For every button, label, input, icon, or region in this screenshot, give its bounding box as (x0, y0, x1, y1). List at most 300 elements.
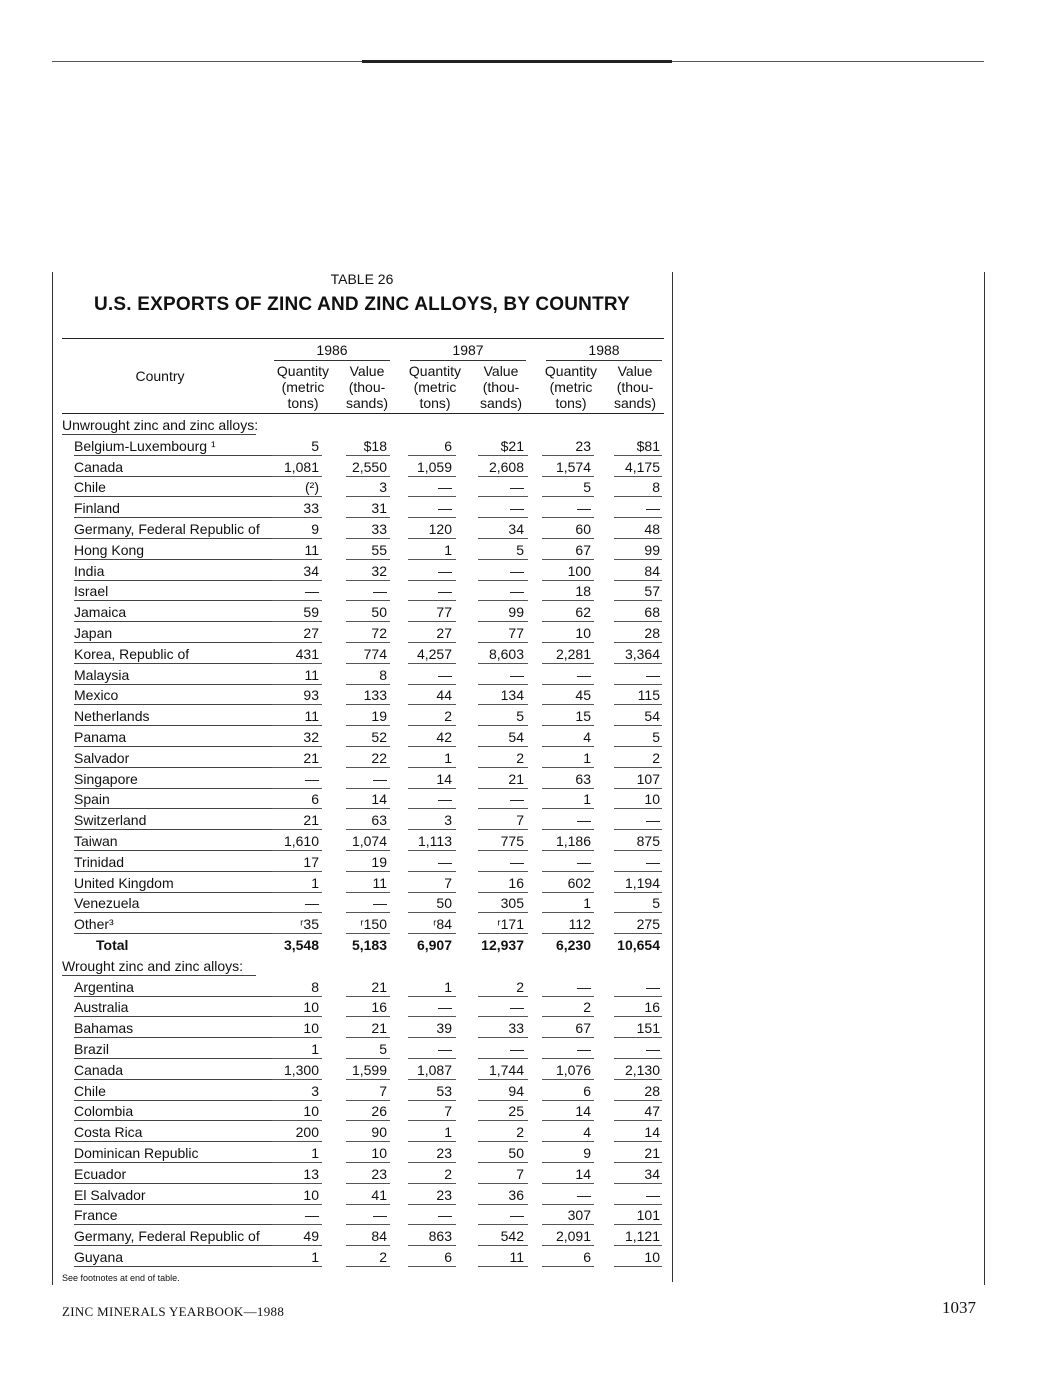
cell-quantity-1988: 2 (583, 999, 591, 1016)
cell-value-1986: — (373, 770, 387, 787)
cell-quantity-1988: 60 (575, 521, 591, 537)
cell-quantity-1987: 2 (444, 708, 452, 725)
cell-value-1986: 7 (379, 1082, 387, 1099)
cell-quantity-1988: 6,230 (555, 937, 591, 953)
cell-quantity-1986: 8 (311, 978, 319, 995)
cell-quantity-1988: — (577, 666, 591, 683)
cell-value-1986: 2,550 (351, 458, 387, 475)
cell-value-1986: 50 (371, 604, 387, 621)
cell-quantity-1986: 3,548 (283, 937, 319, 953)
cell-value-1988: 54 (644, 708, 660, 725)
cell-quantity-1986: — (305, 1207, 319, 1224)
cell-quantity-1986: — (305, 895, 319, 912)
cell-quantity-1987: 14 (436, 770, 452, 787)
country-name: Australia (74, 999, 129, 1016)
cell-quantity-1986: 59 (303, 604, 319, 621)
cell-quantity-1988: 23 (575, 437, 591, 454)
table-row (62, 1225, 664, 1246)
country-name: Hong Kong (74, 541, 145, 558)
country-name: Chile (74, 479, 106, 496)
cell-quantity-1987: 53 (436, 1082, 452, 1099)
cell-value-1987: — (510, 999, 524, 1016)
cell-value-1988: 107 (636, 770, 660, 787)
cell-quantity-1986: 34 (303, 562, 319, 579)
cell-value-1988: — (646, 812, 660, 829)
country-name: Israel (74, 583, 109, 600)
cell-quantity-1986: 6 (311, 791, 319, 808)
cell-quantity-1987: 4,257 (416, 645, 452, 662)
cell-value-1988: 151 (636, 1020, 660, 1037)
cell-quantity-1986: 11 (304, 666, 319, 683)
cell-value-1986: 19 (371, 708, 387, 725)
cell-value-1987: — (510, 853, 524, 870)
country-name: Brazil (74, 1041, 110, 1057)
table-row (62, 456, 664, 477)
cell-quantity-1987: — (438, 1207, 452, 1224)
cell-quantity-1986: 33 (303, 500, 319, 517)
table-row (62, 1038, 664, 1059)
cell-value-1986: 21 (371, 978, 387, 995)
table-row (62, 684, 664, 705)
table-row (62, 497, 664, 518)
table-row (62, 1246, 664, 1267)
cell-quantity-1988: 2,281 (555, 645, 591, 662)
cell-value-1986: 33 (371, 521, 387, 537)
cell-value-1986: 1,599 (351, 1061, 387, 1078)
cell-quantity-1986: 11 (304, 708, 319, 725)
cell-value-1988: 28 (644, 1082, 660, 1099)
country-name: Netherlands (74, 708, 150, 725)
table-row (62, 705, 664, 726)
cell-quantity-1987: — (438, 999, 452, 1016)
cell-value-1988: 99 (644, 541, 660, 558)
cell-quantity-1986: 9 (311, 521, 319, 537)
cell-quantity-1987: 2 (444, 1165, 452, 1182)
cell-value-1987: 7 (516, 1165, 524, 1182)
cell-value-1987: 25 (508, 1103, 524, 1120)
cell-quantity-1987: 39 (436, 1020, 452, 1037)
total-row (62, 934, 664, 955)
cell-quantity-1988: 6 (583, 1082, 591, 1099)
cell-value-1988: — (646, 500, 660, 517)
page-right-border (984, 272, 985, 1285)
cell-value-1988: 2,130 (624, 1061, 660, 1078)
table-row (62, 726, 664, 747)
cell-value-1988: 101 (636, 1207, 660, 1224)
cell-value-1987: 33 (508, 1020, 524, 1037)
cell-value-1988: 57 (644, 583, 660, 600)
country-name: Other³ (74, 916, 114, 933)
country-name: Venezuela (74, 895, 140, 912)
cell-quantity-1987: — (438, 583, 452, 600)
cell-value-1988: 34 (644, 1165, 660, 1182)
cell-quantity-1988: 14 (575, 1103, 591, 1120)
cell-quantity-1988: 1,186 (555, 833, 591, 849)
cell-value-1988: 84 (644, 562, 660, 579)
cell-value-1986: 1,074 (351, 833, 387, 849)
cell-value-1988: — (646, 666, 660, 683)
cell-quantity-1988: 4 (583, 1124, 591, 1141)
cell-value-1986: 32 (371, 562, 387, 579)
cell-value-1988: — (646, 1186, 660, 1203)
cell-value-1986: 72 (371, 625, 387, 641)
country-name: Belgium-Luxembourg ¹ (74, 437, 216, 454)
cell-value-1988: 10 (644, 1249, 660, 1265)
cell-value-1987: 5 (516, 708, 524, 725)
cell-quantity-1988: 62 (575, 604, 591, 621)
cell-value-1986: 5,183 (351, 937, 387, 953)
cell-quantity-1988: 1 (583, 791, 591, 808)
cell-quantity-1987: — (438, 500, 452, 517)
cell-quantity-1986: 431 (295, 645, 319, 662)
cell-quantity-1987: 23 (436, 1186, 452, 1203)
country-name: Bahamas (74, 1020, 134, 1037)
country-name: El Salvador (74, 1186, 146, 1203)
cell-quantity-1987: — (438, 666, 452, 683)
country-name: Chile (74, 1082, 106, 1099)
cell-quantity-1986: 93 (303, 687, 319, 704)
cell-quantity-1987: 1 (444, 749, 452, 766)
left-border (52, 272, 53, 1285)
cell-quantity-1988: 18 (575, 583, 591, 600)
cell-quantity-1987: 1 (444, 541, 452, 558)
country-name: Dominican Republic (74, 1145, 199, 1161)
cell-quantity-1987: 42 (436, 729, 452, 745)
cell-rule (478, 1266, 528, 1267)
section-label: Unwrought zinc and zinc alloys: (62, 417, 259, 433)
cell-quantity-1986: 32 (303, 729, 319, 745)
cell-rule (346, 1266, 390, 1267)
cell-value-1988: 5 (652, 895, 660, 912)
cell-quantity-1987: 77 (436, 604, 452, 621)
cell-quantity-1988: — (577, 812, 591, 829)
cell-value-1986: 19 (371, 853, 387, 870)
cell-quantity-1988: 10 (575, 625, 591, 641)
cell-value-1987: 16 (508, 874, 524, 891)
cell-value-1987: 77 (508, 625, 524, 641)
table-row (62, 872, 664, 893)
country-name: Total (96, 937, 129, 953)
cell-value-1986: 2 (379, 1249, 387, 1265)
cell-value-1987: 305 (500, 895, 524, 912)
cell-value-1987: 50 (508, 1145, 524, 1161)
country-name: Argentina (74, 978, 134, 995)
cell-value-1987: — (510, 1041, 524, 1057)
cell-value-1988: 4,175 (624, 458, 660, 475)
cell-quantity-1988: — (577, 1186, 591, 1203)
cell-quantity-1987: 23 (436, 1145, 452, 1161)
cell-quantity-1988: — (577, 1041, 591, 1057)
year-1986: 1986 (316, 342, 348, 358)
top-rule-accent (362, 60, 672, 63)
cell-value-1988: 16 (644, 999, 660, 1016)
cell-quantity-1987: 6 (444, 437, 452, 454)
cell-quantity-1988: 15 (575, 708, 591, 725)
country-name: United Kingdom (74, 874, 174, 891)
cell-quantity-1987: 1,059 (416, 458, 452, 475)
cell-value-1988: 28 (644, 625, 660, 641)
country-name: Germany, Federal Republic of (74, 1228, 260, 1245)
cell-quantity-1987: 1,113 (418, 833, 452, 849)
table-row (62, 996, 664, 1017)
table-row (62, 664, 664, 685)
cell-value-1987: ʳ171 (497, 916, 524, 933)
cell-value-1987: — (510, 562, 524, 579)
cell-rule (614, 1266, 662, 1267)
cell-quantity-1988: 63 (575, 770, 591, 787)
cell-quantity-1987: 50 (436, 895, 452, 912)
table-title: U.S. EXPORTS OF ZINC AND ZINC ALLOYS, BY COUNTRY (94, 294, 630, 315)
table-row (62, 1204, 664, 1225)
cell-quantity-1986: 10 (303, 1186, 319, 1203)
cell-quantity-1987: ʳ84 (433, 916, 452, 933)
cell-value-1988: $81 (636, 437, 660, 454)
cell-value-1987: 2 (516, 978, 524, 995)
cell-quantity-1987: 1 (444, 1124, 452, 1141)
cell-value-1986: 774 (363, 645, 387, 662)
cell-value-1986: 10 (371, 1145, 387, 1161)
quantity-header-1986: Quantity (metric tons) (276, 363, 330, 411)
cell-rule (408, 1266, 456, 1267)
section-label: Wrought zinc and zinc alloys: (62, 957, 244, 974)
cell-value-1986: 55 (371, 541, 387, 558)
cell-quantity-1986: 1 (311, 1249, 319, 1265)
cell-value-1987: 8,603 (488, 645, 524, 662)
table-row (62, 580, 664, 601)
cell-quantity-1987: 7 (444, 1103, 452, 1120)
table-row (62, 1184, 664, 1205)
country-name: India (74, 562, 105, 579)
country-name: Salvador (74, 749, 130, 766)
cell-quantity-1986: 3 (311, 1082, 319, 1099)
table-row (62, 1100, 664, 1121)
cell-value-1986: 41 (371, 1186, 387, 1203)
cell-quantity-1988: 14 (575, 1165, 591, 1182)
cell-value-1988: 875 (636, 833, 660, 849)
cell-value-1987: 134 (500, 687, 524, 704)
year-1987: 1987 (452, 342, 484, 358)
cell-value-1986: 3 (379, 479, 387, 496)
country-name: Canada (74, 1061, 124, 1078)
table-row (62, 601, 664, 622)
cell-quantity-1988: 9 (583, 1145, 591, 1161)
footer-title: ZINC MINERALS YEARBOOK—1988 (62, 1304, 285, 1319)
quantity-header-1987: Quantity (metric tons) (408, 363, 462, 411)
cell-value-1987: — (510, 479, 524, 496)
cell-quantity-1987: 1 (444, 978, 452, 995)
cell-value-1988: 68 (644, 604, 660, 621)
cell-value-1986: ʳ150 (360, 916, 387, 933)
cell-quantity-1988: 5 (583, 479, 591, 496)
table-row (62, 830, 664, 851)
cell-quantity-1986: 1 (311, 1041, 319, 1057)
quantity-header-1988: Quantity (metric tons) (544, 363, 598, 411)
cell-quantity-1987: 27 (436, 625, 452, 641)
cell-quantity-1988: 4 (583, 729, 591, 745)
cell-value-1986: — (373, 583, 387, 600)
cell-value-1986: 14 (371, 791, 387, 808)
cell-quantity-1988: 602 (567, 874, 591, 891)
cell-quantity-1987: — (438, 479, 452, 496)
value-header-1988: Value (thou- sands) (613, 363, 657, 411)
cell-value-1988: 21 (644, 1145, 660, 1161)
cell-quantity-1987: 44 (436, 687, 452, 704)
cell-value-1987: 54 (508, 729, 524, 745)
table-row (62, 788, 664, 809)
cell-value-1987: 99 (508, 604, 524, 621)
country-name: Germany, Federal Republic of (74, 521, 260, 537)
cell-value-1987: 1,744 (488, 1061, 524, 1078)
country-name: Ecuador (74, 1165, 127, 1182)
cell-value-1986: 23 (371, 1165, 387, 1182)
cell-quantity-1988: 45 (575, 687, 591, 704)
cell-value-1986: — (373, 1207, 387, 1224)
cell-value-1988: 1,194 (624, 874, 660, 891)
table-row (62, 643, 664, 664)
cell-quantity-1988: — (577, 853, 591, 870)
country-name: Mexico (74, 687, 119, 704)
cell-quantity-1988: 67 (575, 541, 591, 558)
cell-value-1987: 5 (516, 541, 524, 558)
cell-quantity-1987: 863 (428, 1228, 452, 1245)
country-name: Finland (74, 500, 120, 517)
cell-value-1986: $18 (363, 437, 387, 454)
country-name: Taiwan (74, 833, 118, 849)
cell-quantity-1986: 10 (303, 999, 319, 1016)
table-row (62, 560, 664, 581)
cell-value-1987: 542 (500, 1228, 524, 1245)
cell-quantity-1986: 27 (303, 625, 319, 641)
cell-quantity-1987: — (438, 1041, 452, 1057)
cell-quantity-1987: 6 (444, 1249, 452, 1265)
cell-value-1988: 275 (636, 916, 660, 933)
country-name: Jamaica (74, 604, 127, 621)
cell-value-1988: 2 (652, 749, 660, 766)
cell-quantity-1988: 6 (583, 1249, 591, 1265)
cell-value-1988: 10 (644, 791, 660, 808)
cell-value-1987: 12,937 (481, 937, 524, 953)
cell-quantity-1986: 10 (303, 1103, 319, 1120)
table-row (62, 1017, 664, 1038)
cell-value-1987: 2 (516, 749, 524, 766)
cell-quantity-1986: 1,610 (283, 833, 319, 849)
cell-value-1988: — (646, 1041, 660, 1057)
cell-quantity-1986: — (305, 583, 319, 600)
cell-quantity-1986: 49 (303, 1228, 319, 1245)
cell-value-1988: 8 (652, 479, 660, 496)
section-heading (62, 955, 664, 976)
table-row (62, 476, 664, 497)
cell-value-1988: 5 (652, 729, 660, 745)
cell-quantity-1987: — (438, 562, 452, 579)
cell-value-1986: 11 (372, 874, 387, 891)
country-header: Country (135, 368, 185, 384)
table-row (62, 747, 664, 768)
table-row (62, 976, 664, 997)
table-row (62, 1142, 664, 1163)
page-number: 1037 (942, 1298, 976, 1317)
cell-value-1988: 48 (644, 521, 660, 537)
cell-value-1986: 8 (379, 666, 387, 683)
cell-quantity-1987: 1,087 (416, 1061, 452, 1078)
table-row (62, 1080, 664, 1101)
cell-value-1988: 10,654 (617, 937, 660, 953)
cell-value-1986: 52 (371, 729, 387, 745)
cell-value-1988: — (646, 853, 660, 870)
cell-value-1987: 21 (508, 770, 524, 787)
section-heading (62, 414, 664, 435)
cell-value-1987: — (510, 500, 524, 517)
cell-quantity-1988: 1,076 (555, 1061, 591, 1078)
cell-value-1986: 31 (371, 500, 387, 517)
cell-quantity-1987: 120 (428, 521, 452, 537)
table-row (62, 1163, 664, 1184)
cell-quantity-1988: 67 (575, 1020, 591, 1037)
cell-value-1987: 11 (509, 1249, 524, 1265)
country-name: Korea, Republic of (74, 645, 190, 662)
country-name: Japan (74, 625, 113, 641)
country-name: Colombia (74, 1103, 134, 1120)
header-top-rule (62, 338, 664, 339)
cell-value-1986: 5 (379, 1041, 387, 1057)
cell-quantity-1986: — (305, 770, 319, 787)
cell-quantity-1988: 1 (583, 749, 591, 766)
cell-quantity-1986: 1 (311, 1145, 319, 1161)
table-row (62, 892, 664, 913)
cell-value-1988: 1,121 (624, 1228, 660, 1245)
table-row (62, 768, 664, 789)
cell-quantity-1986: 1,081 (283, 458, 319, 475)
table-row (62, 851, 664, 872)
table-row (62, 539, 664, 560)
year-rule-1987 (410, 360, 526, 361)
cell-quantity-1988: 112 (568, 916, 591, 933)
cell-quantity-1986: 10 (303, 1020, 319, 1037)
cell-value-1987: — (510, 583, 524, 600)
table-row (62, 809, 664, 830)
country-name: France (74, 1207, 118, 1224)
year-1988: 1988 (588, 342, 620, 358)
table-row (62, 435, 664, 456)
cell-value-1986: 22 (371, 749, 387, 766)
cell-quantity-1986: 17 (303, 853, 319, 870)
cell-rule (542, 1266, 594, 1267)
cell-value-1987: — (510, 666, 524, 683)
cell-quantity-1988: 2,091 (555, 1228, 591, 1245)
cell-value-1987: 36 (508, 1186, 524, 1203)
cell-value-1986: 26 (371, 1103, 387, 1120)
table-label: TABLE 26 (330, 271, 394, 287)
country-name: Spain (74, 791, 110, 808)
cell-quantity-1986: 1 (311, 874, 319, 891)
cell-quantity-1986: 21 (303, 749, 319, 766)
cell-quantity-1988: 307 (567, 1207, 591, 1224)
year-rule-1986 (274, 360, 390, 361)
cell-value-1987: 34 (508, 521, 524, 537)
country-name: Trinidad (74, 853, 125, 870)
cell-value-1986: 133 (363, 687, 387, 704)
cell-value-1988: 14 (644, 1124, 660, 1141)
value-header-1986: Value (thou- sands) (345, 363, 389, 411)
country-name: Canada (74, 458, 124, 475)
cell-quantity-1988: — (577, 500, 591, 517)
cell-quantity-1988: 1,574 (555, 458, 591, 475)
cell-value-1988: 47 (644, 1103, 660, 1120)
cell-value-1988: 115 (637, 687, 660, 704)
cell-rule (272, 1266, 322, 1267)
cell-value-1986: 16 (371, 999, 387, 1016)
cell-value-1986: 63 (371, 812, 387, 829)
